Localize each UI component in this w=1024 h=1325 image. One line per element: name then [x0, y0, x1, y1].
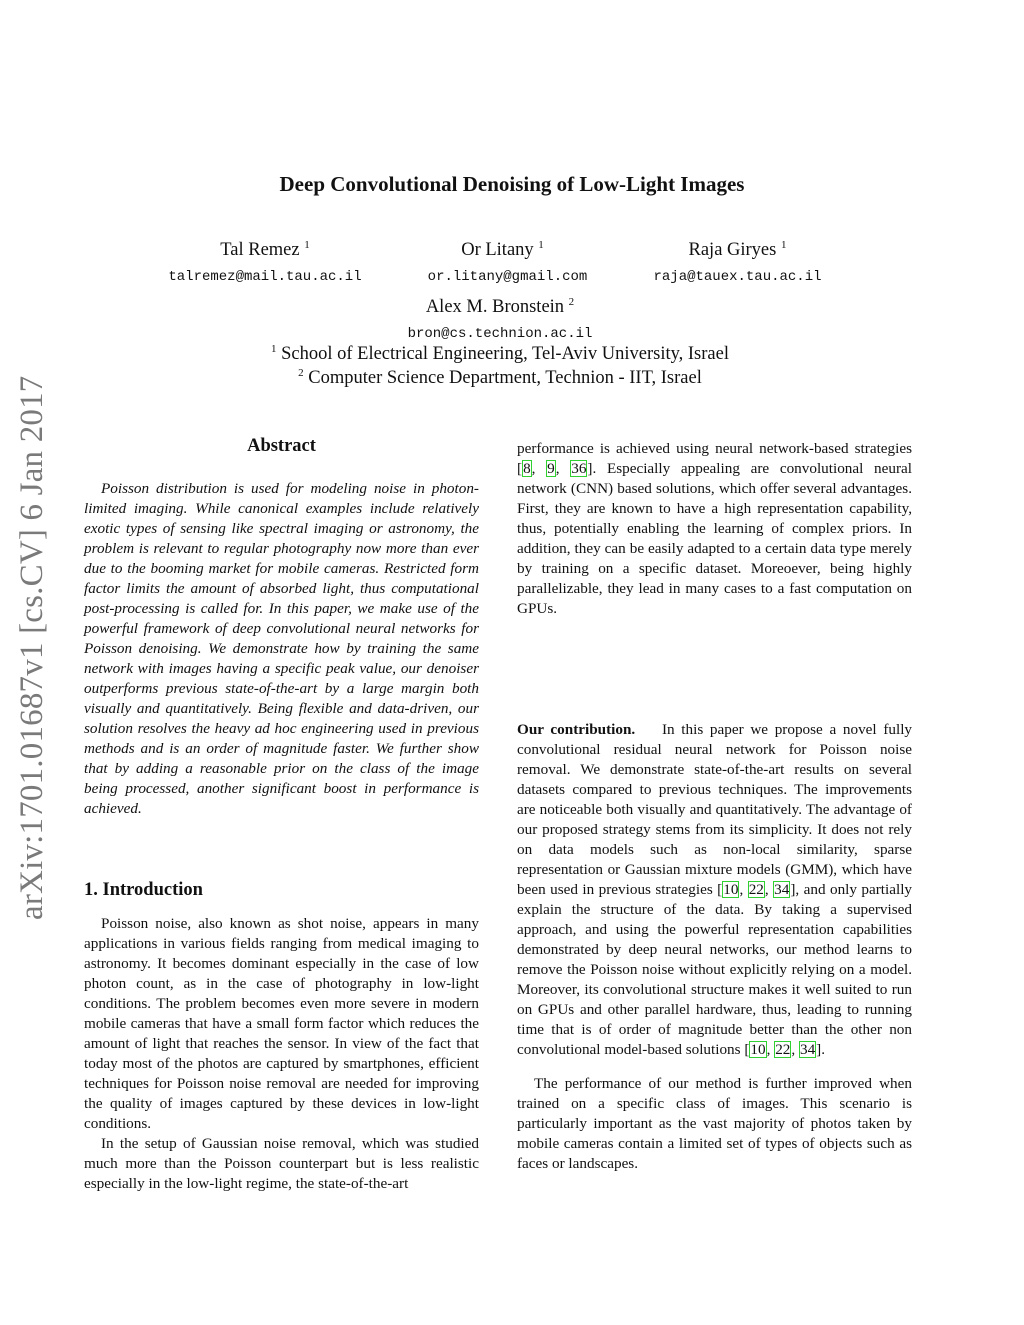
author-email[interactable]: talremez@mail.tau.ac.il: [168, 269, 362, 285]
affiliation-line: $^2$ Computer Science Department, Technion - IIT, Israel: [298, 366, 702, 388]
contribution-paragraph: The performance of our method is further improved when trained on a specific class of images. This scenario is particularly important as the vast majority of photos taken by mobile cameras contain a limited set of types of objects such as faces or landscapes.: [517, 1075, 912, 1172]
abstract-heading: Abstract: [247, 436, 316, 456]
citation-link[interactable]: 9: [547, 460, 555, 477]
citation-link[interactable]: 22: [748, 881, 764, 898]
intro-paragraph: performance is achieved using neural network-based strategies [8, 9, 36]. Especially appealing are convolutional neural network (CNN) based solutions, which offer several advantages. First, they are known to have a high representation capability, thus, potentially enabling the learning of complex priors. In addition, they can be easily adapted to a certain data type merely by training on a specific dataset. Moreoever, being highly parallelizable, they lead in many cases to a fast computation on GPUs.: [517, 440, 912, 617]
abstract-text: Poisson distribution is used for modeling noise in photon-limited imaging. While canonical examples include relatively exotic types of sensing like spectral imaging or astronomy, the problem is relevant to regular photography now more than ever due to the booming market for mobile cameras. Restricted form factor limits the amount of absorbed light, thus computational post-processing is called for. In this paper, we make use of the powerful framework of deep convolutional neural networks for Poisson denoising. We demonstrate how by training the same network with images having a specific peak value, our denoiser outperforms previous state-of-the-art by a large margin both visually and quantitatively. Being flexible and data-driven, our solution resolves the heavy ad hoc engineering used in previous methods and is an order of magnitude faster. We further show that by adding a reasonable prior on the class of the image being processed, another significant boost in performance is achieved.: [84, 480, 479, 817]
author-email[interactable]: bron@cs.technion.ac.il: [407, 326, 593, 342]
abstract-body: [84, 479, 479, 819]
intro-body: [84, 914, 479, 1194]
author-name: Tal Remez $^1$: [220, 238, 310, 260]
intro-paragraph: In the setup of Gaussian noise removal, which was studied much more than the Poisson counterpart but is less realistic especially in the low-light regime, the state-of-the-art: [84, 1135, 479, 1192]
citation-link[interactable]: 34: [799, 1041, 816, 1058]
citation-link[interactable]: 10: [723, 881, 739, 898]
contribution-paragraph: Our contribution. In this paper we propose a novel fully convolutional residual neural network for Poisson noise removal. We demonstrate state-of-the-art results on several datasets compared to previous techniques. The improvements are noticeable both visually and quantitatively. The advantage of our proposed strategy stems from its simplicity. It does not rely on data models such as non-local similarity, sparse representation or Gaussian mixture models (GMM), which have been used in previous strategies [10, 22, 34], and only partially explain the structure of the data. By taking a supervised approach, and using the powerful representation capabilities demonstrated by deep neural networks, our method learns to remove the Poisson noise without explicitly relying on a model. Moreover, its convolutional structure makes it well suited to run on GPUs and other parallel hardware, thus, leading to running time that is of order of magnitude better than the other non convolutional model-based solutions [10, 22, 34].: [517, 721, 913, 1058]
author-name: Or Litany $^1$: [461, 238, 544, 260]
citation-link[interactable]: 10: [750, 1041, 766, 1058]
citation-link[interactable]: 34: [774, 881, 790, 898]
intro-continued: [517, 439, 912, 619]
author-name: Raja Giryes $^1$: [688, 238, 787, 260]
author-name: Alex M. Bronstein $^2$: [425, 295, 575, 317]
section-heading: 1. Introduction: [84, 880, 203, 900]
citation-link[interactable]: 8: [523, 460, 531, 477]
author-email[interactable]: raja@tauex.tau.ac.il: [653, 269, 822, 285]
contribution-label: Our contribution.: [517, 721, 636, 738]
author-email[interactable]: or.litany@gmail.com: [427, 269, 588, 285]
arxiv-identifier: [14, 365, 74, 930]
affiliation-line: $^1$ School of Electrical Engineering, Tel-Aviv University, Israel: [270, 342, 729, 364]
intro-paragraph: Poisson noise, also known as shot noise, appears in many applications in various fields ranging from medical imaging to astronomy. It becomes dominant especially in the case of low photon count, as in the case of photography in low-light conditions. The problem becomes even more severe in modern mobile cameras that have a small form factor which reduces the amount of light that reaches the sensor. In view of the fact that today most of the photos are captured by smartphones, efficient techniques for Poisson noise removal are needed for improving the quality of images captured by these devices in low-light conditions.: [84, 915, 479, 1132]
citation-link[interactable]: 36: [571, 460, 587, 477]
contribution-section: [517, 720, 912, 1174]
paper-title: Deep Convolutional Denoising of Low-Light Images: [279, 172, 745, 196]
arxiv-id-text: arXiv:1701.01687v1 [cs.CV] 6 Jan 2017: [14, 375, 50, 920]
citation-link[interactable]: 22: [775, 1041, 791, 1058]
